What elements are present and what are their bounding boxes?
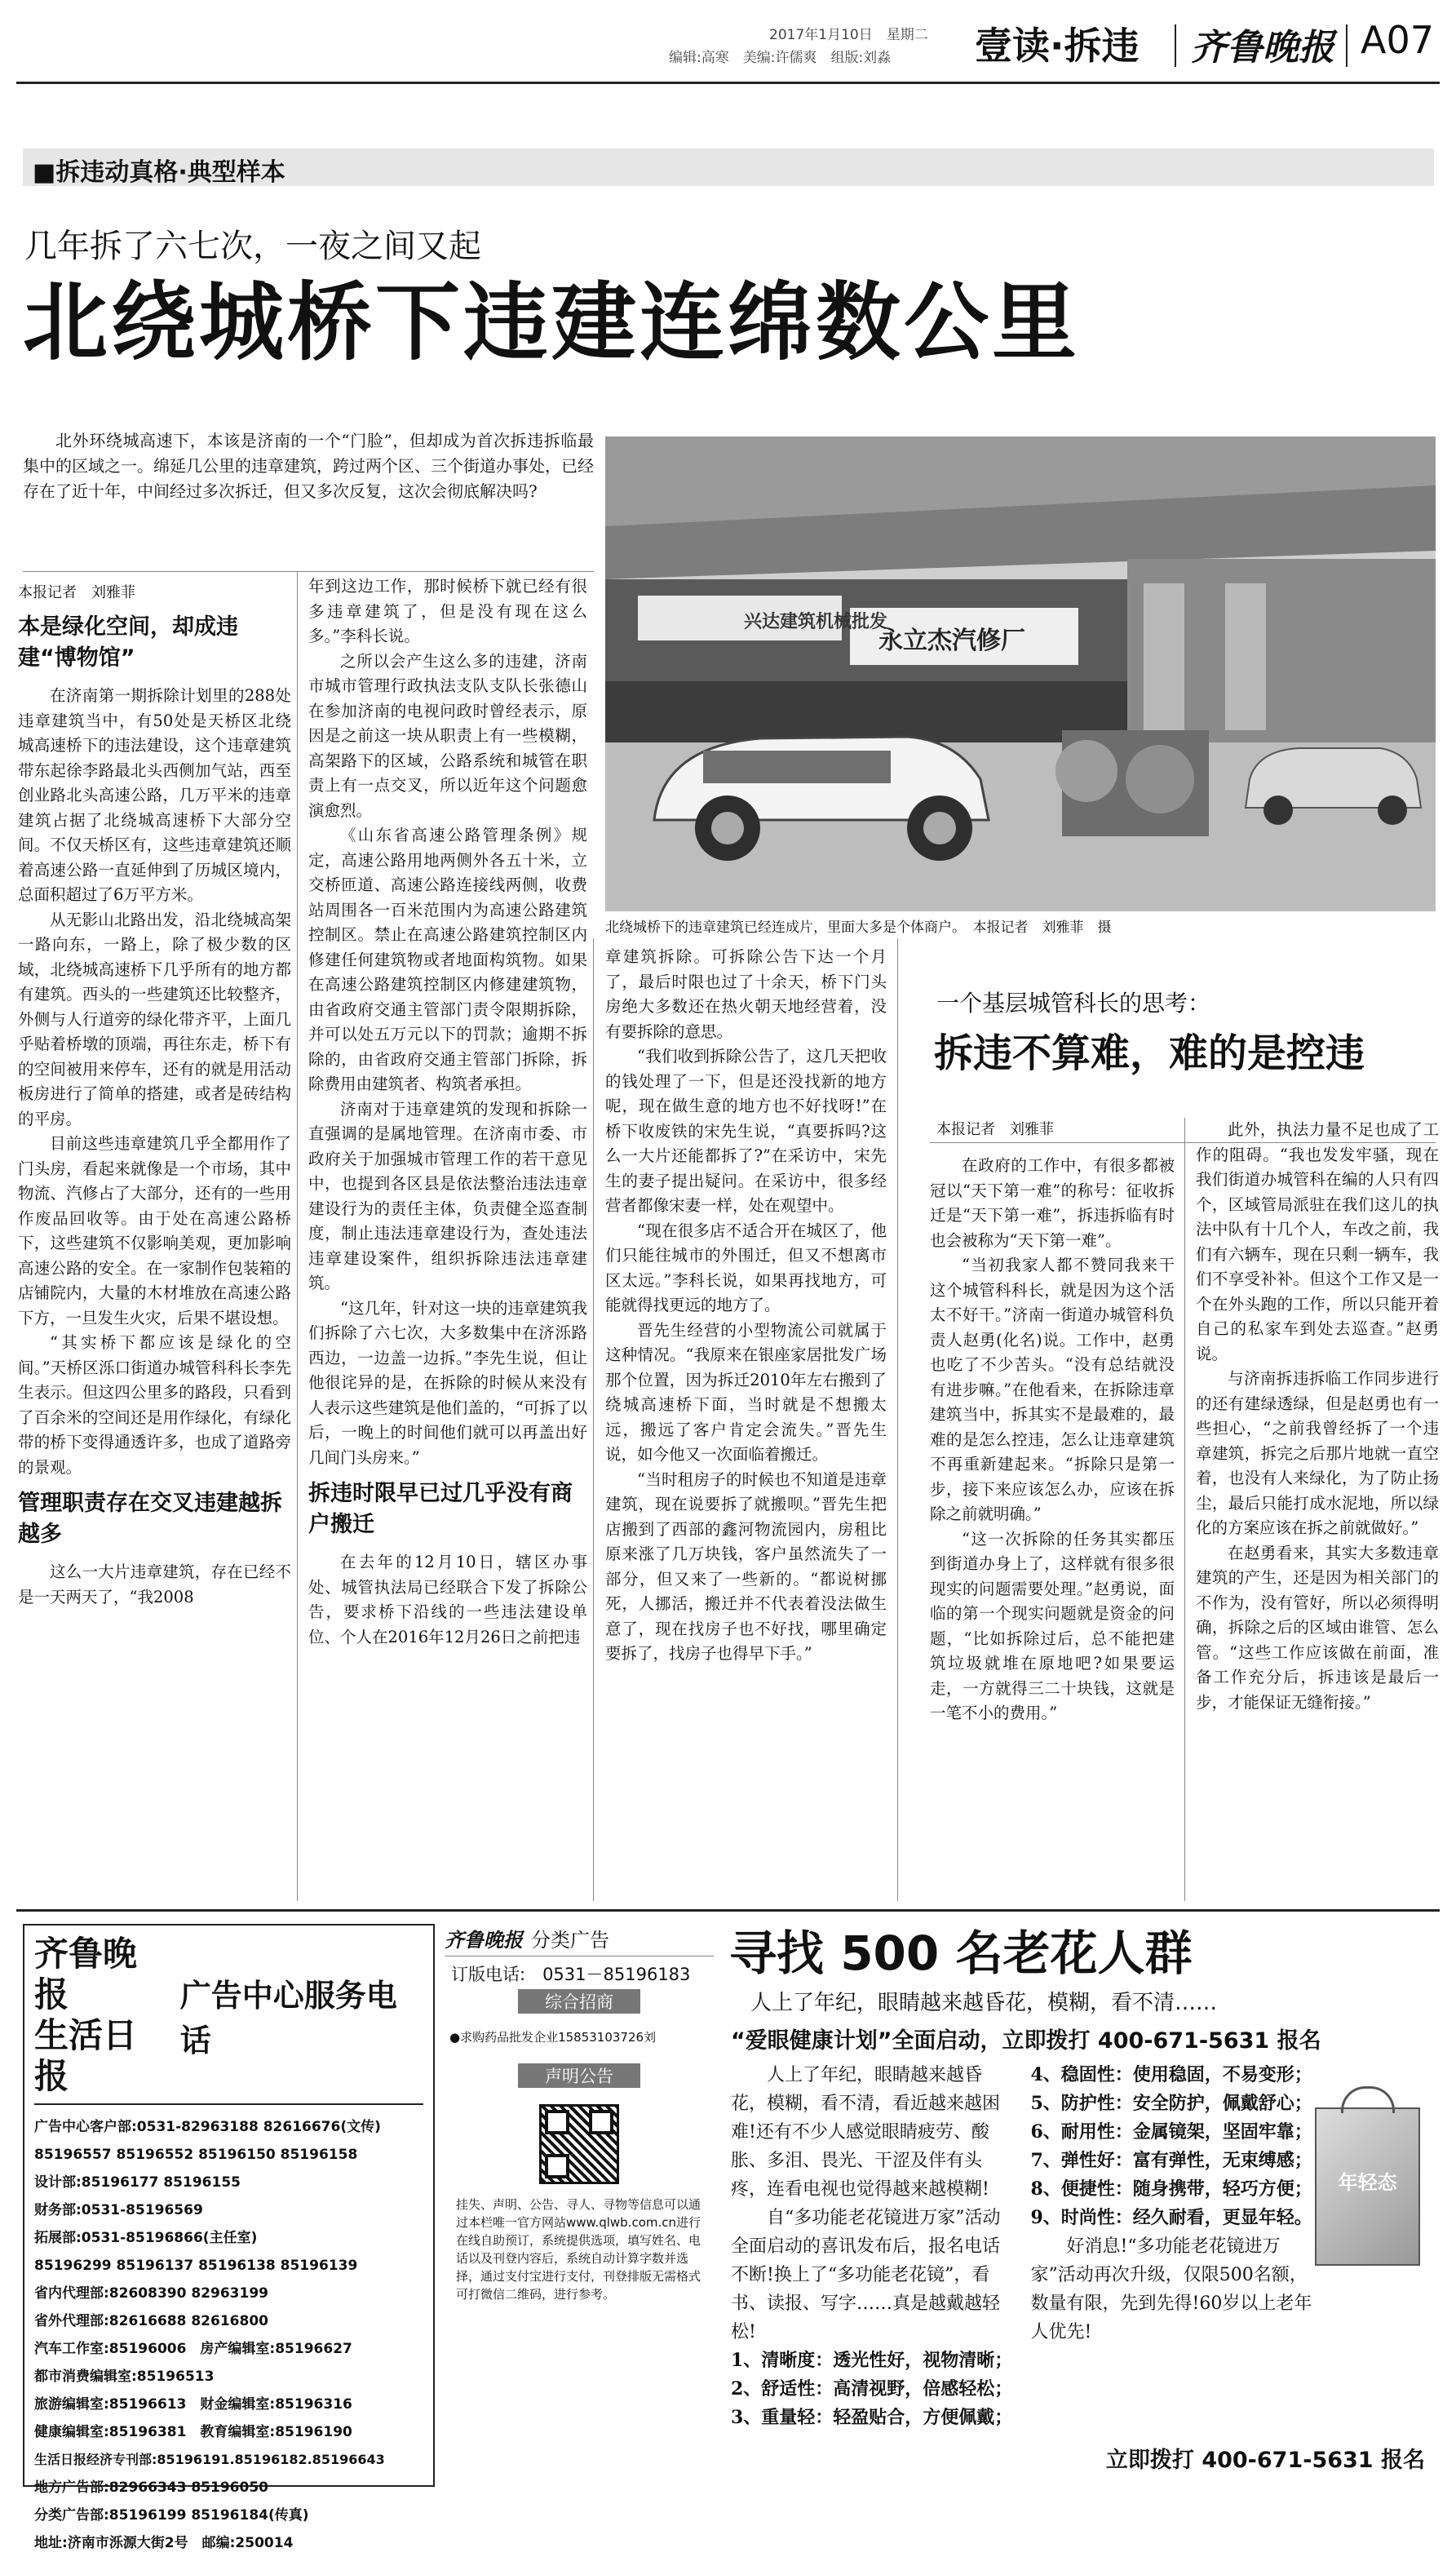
ad-line-7: 省内代理部:82608390 82963199 [34,2285,268,2302]
sideB-para-2: 与济南拆违拆临工作同步进行的还有建绿透绿，但是赵勇也有一些担心，“之前我曾经拆了一个违章建筑，拆完之后那片地就一直空着，也没有人来绿化，为了防止扬尘，最后只能打成水泥地，所以绿化的方案应该在拆之前就做好。” [1196,1369,1439,1537]
col2-para-2: 之所以会产生这么多的违建，济南市城市管理行政执法支队支队长张德山在参加济南的电视问政时曾经表示，原因是之前这一块从职责上有一些模糊，高架路下的区域，公路系统和城管在职责上有一点交叉，所以近年这个问题愈演愈烈。 [308,651,587,820]
header-weekday: 星期二 [886,27,928,43]
col1-para-3: 目前这些违章建筑几乎全都用作了门头房，看起来就像是一个市场，其中物流、汽修占了大部分，还有的一些用作废品回收等。由于处在高速公路桥下，这些建筑不仅影响美观，更加影响高速公路的安全。在一家制作包装箱的店铺院内，大量的木材堆放在高速公路下方，一旦发生火灾，后果不堪设想。 [18,1134,291,1327]
ad-line-5: 拓展部:0531-85196866(主任室) [34,2230,258,2246]
header-brand: 齐鲁晚报 [1191,27,1334,69]
side-column-divider [1184,1118,1185,1901]
ad-line-14: 地方广告部:82966343 85196050 [34,2479,268,2496]
ad-line-6: 85196299 85196137 85196138 85196139 [34,2258,358,2274]
photo-sign-1: 兴达建筑机械批发 [744,612,888,632]
col1-para-2: 从无影山北路出发，沿北绕城高架一路向东，一路上，除了极少数的区域，北绕城高速桥下几乎所有的地方都有建筑。西头的一些建筑还比较整齐，外侧与人行道旁的绿化带齐平，上面几乎贴着桥墩的顶端，再往东走，桥下有的空间被用来停车，还有的就是用活动板房进行了简单的搭建，或者是砖结构的平房。 [18,910,291,1128]
header-section: 壹读·拆违 [975,24,1140,68]
main-photo [605,437,1436,911]
header-divider-2 [1346,24,1348,67]
glasses-features: 1、清晰度：透光性好，视物清晰；2、舒适性：高清视野，倍感轻松；3、重量轻：轻盈贴合，方便佩戴；4、稳固性：使用稳固，不易变形；5、防护性：安全防护，佩戴舒心；6、耐用性：金属镜架，坚固牢靠；7、弹性好：富有弹性，无束缚感；8、便捷性：随身携带，轻巧方便；9、时尚性：经久耐看，更显年轻。 [731,2064,1312,2428]
ads-top-rule [16,1909,1440,1912]
col1-para-5: 这么一大片违章建筑，存在已经不是一天两天了，“我2008 [18,1562,291,1606]
side-column-b [1196,1118,1439,1715]
subhead-3: 拆违时限早已过几乎没有商户搬迁 [308,1481,573,1537]
ad-line-12: 健康编辑室:85196381 教育编辑室:85196190 [34,2424,352,2440]
col3-para-4: 晋先生经营的小型物流公司就属于这种情况。“我原来在银座家居批发广场那个位置，因为拆迁2010年左右搬到了绕城高速桥下面，当时就是不想搬太远，搬远了客户肯定会流失。”晋先生说，如今他又一次面临着搬迁。 [605,1320,887,1464]
ad-service-phones [23,1924,435,2551]
lead-text: 北外环绕城高速下，本该是济南的一个“门脸”，但却成为首次拆违拆临最集中的区域之一。绵延几公里的违章建筑，跨过两个区、三个街道办事处，已经存在了近十年，中间经过多次拆迁，但又多次反复，这次会彻底解决吗? [23,431,594,501]
qr-code [539,2104,619,2184]
classified-notice: 挂失、声明、公告、寻人、寻物等信息可以通过本栏唯一官方网站www.qlwb.com.cn进行在线自助预订，系统提供选项，填写姓名、电话以及刊登内容后，系统自动计算字数并选择，通过支付宝进行支付，刊登排版无需格式可打微信二维码，进行参考。 [456,2197,701,2302]
col2-para-6: 在去年的12月10日，辖区办事处、城管执法局已经联合下发了拆除公告，要求桥下沿线的一些违法建设单位、个人在2016年12月26日之前把违 [308,1553,587,1646]
glasses-body-2: 自“多功能老花镜进万家”活动全面启动的喜讯发布后，报名电话不断!换上了“多功能老花镜”，看书、读报、写字……真是越戴越轻松! [731,2208,1001,2342]
ad-title-qlwb: 齐鲁晚报 [34,1934,138,2014]
ad-line-16: 地址:济南市泺源大街2号 邮编:250014 [34,2535,294,2551]
side-column-a [930,1154,1175,1726]
col2-para-4: 济南对于违章建筑的发现和拆除一直强调的是属地管理。在济南市委、市政府关于加强城市管理工作的若干意见中，也提到各区县是依法整治违法违章建设行为的责任主体，负责健全巡查制度，制止违法违章建设行为，查处违法违章建设案件，组织拆除违法违章建筑。 [308,1099,587,1292]
side-kicker: 一个基层城管科长的思考： [936,990,1211,1017]
classified-item-1: ●求购药品批发企业15853103726刘 [449,2030,657,2045]
gift-box-label: 年轻态 [1338,2171,1397,2194]
column-divider-3 [897,938,898,1901]
col2-para-3: 《山东省高速公路管理条例》规定，高速公路用地两侧外各五十米，立交桥匝道、高速公路连接线两侧，收费站周围各一百米范围内为高速公路建筑控制区。禁止在高速公路建筑控制区内修建任何建筑物或者地面构筑物。如果在高速公路建筑控制区内修建建筑物，由省政府交通主管部门责令限期拆除，并可以处五万元以下的罚款；逾期不拆除的，由省政府交通主管部门拆除，拆除费用由建筑者、构筑者承担。 [308,826,587,1093]
sideA-para-2: “当初我家人都不赞同我来干这个城管科科长，就是因为这个活太不好干。”济南一街道办城管科负责人赵勇(化名)说。工作中，赵勇也吃了不少苦头。“没有总结就没有进步嘛。”在他看来，在拆除违章建筑当中，拆其实不是最难的，最难的是怎么控违，怎么让违章建筑不再重新建起来。“拆除只是第一步，接下来应该怎么办，应该在拆除之前就明确。” [930,1256,1175,1523]
glasses-body-1: 人上了年纪，眼睛越来越昏花，模糊，看不清，看近越来越困难!还有不少人感觉眼睛疲劳、酸胀、多泪、畏光、干涩及伴有头疼，连看电视也觉得越来越模糊! [731,2065,1001,2200]
main-column-1 [18,581,291,1610]
col3-para-3: “现在很多店不适合开在城区了，他们只能往城市的外围迁，但又不想离市区太远。”李科长说，如果再找地方，可能就得找更远的地方了。 [605,1221,887,1314]
classified-cat-1: 综合招商 [518,1989,640,2014]
ad-line-10: 都市消费编辑室:85196513 [34,2369,215,2385]
ad-line-4: 财务部:0531-85196569 [34,2202,203,2218]
ad-line-3: 设计部:85196177 85196155 [34,2174,241,2191]
sideB-para-3: 在赵勇看来，其实大多数违章建筑的产生，还是因为相关部门的不作为，没有管好，所以必须得明确，拆除之后的区域由谁管、怎么管。“这些工作应该做在前面，准备工作充分后，拆违该是最后一步，才能保证无缝衔接。” [1196,1543,1439,1712]
col1-para-1: 在济南第一期拆除计划里的288处违章建筑当中，有50处是天桥区北绕城高速桥下的违法建设，这个违章建筑带东起徐李路最北头西侧加气站，西至创业路北头高速公路，几万平米的违章建筑占据了北绕城高速桥下大部分空间。不仅天桥区有，这些违章建筑还顺着高速公路一直延伸到了历城区境内，总面积超过了6万平方米。 [18,686,291,904]
glasses-cta-line [1106,2442,1425,2474]
photo-sign-2: 永立杰汽修厂 [878,627,1025,655]
ad-line-9: 汽车工作室:85196006 房产编辑室:85196627 [34,2341,352,2357]
street-photo-illustration [605,437,1436,911]
sideA-para-1: 在政府的工作中，有很多都被冠以“天下第一难”的称号：征收拆迁是“天下第一难”，拆违拆临有时也会被称为“天下第一难”。 [930,1156,1175,1250]
gift-box-image [1315,2107,1420,2266]
glasses-cta: 立即拨打 [1105,2448,1194,2473]
glasses-hotline-bottom: 400-671-5631 [1202,2448,1374,2473]
classified-cat-2: 声明公告 [518,2063,640,2088]
col3-para-1: 章建筑拆除。可拆除公告下达一个月了，最后时限也过了十余天，桥下门头房绝大多数还在热火朝天地经营着，没有要拆除的意思。 [605,947,887,1041]
glasses-signup-bottom: 报名 [1381,2448,1425,2473]
glasses-subtitle: 人上了年纪，眼睛越来越昏花，模糊，看不清…… [750,1991,1218,2015]
glasses-good-news: 好消息!“多功能老花镜进万家”活动再次升级，仅限500名额，数量有限，先到先得!60岁以上老年人优先! [1030,2236,1312,2342]
ad-line-8: 省外代理部:82616688 82616800 [34,2313,268,2329]
header-editors: 编辑:高寒 美编:许儒爽 组版:刘淼 [669,50,892,66]
side-byline: 本报记者 刘雅菲 [936,1121,1054,1138]
classified-brand: 齐鲁晚报 [445,1928,523,1952]
column-divider-2 [593,938,594,1901]
ad-title-shrb: 生活日报 [34,2015,138,2096]
main-kicker: 几年拆了六七次，一夜之间又起 [24,228,481,265]
ad-title-service: 广告中心服务电话 [179,1978,397,2058]
classified-label: 分类广告 [531,1929,609,1952]
ad-line-15: 分类广告部:85196199 85196184(传真) [34,2507,309,2524]
glasses-title: 寻找 500 名老花人群 [729,1926,1193,1981]
ad-line-11: 旅游编辑室:85196613 财金编辑室:85196316 [34,2396,352,2413]
ad-title-block [34,1934,423,2105]
col3-para-2: “我们收到拆除公告了，这几天把收的钱处理了一下，但是还没找新的地方呢，现在做生意的地方也不好找呀!”在桥下收废铁的宋先生说，“真要拆吗?这么一大片还能都拆了?”在采访中，宋先生的妻子提出疑问。在采访中，很多经营者都像宋妻一样，处在观望中。 [605,1047,887,1215]
ad-reading-glasses [726,1924,1440,2487]
col3-para-5: “当时租房子的时候也不知道是违章建筑，现在说要拆了就搬呗。”晋先生把店搬到了西部的鑫河物流园内，房租比原来涨了几万块钱，客户虽然流失了一部分，但又来了一些新的。“都说树挪死，人挪活，搬迁并不代表着没法做生意了，现在找房子也不好找，哪里确定要拆了，找房子也得早下手。” [605,1469,887,1663]
ad-line-1: 广告中心客户部:0531-82963188 82616676(文传) [34,2119,381,2135]
subhead-1: 本是绿化空间，却成违建“博物馆” [18,614,238,671]
col2-para-5: “这几年，针对这一块的违章建筑我们拆除了六七次，大多数集中在济泺路西边，一边盖一边拆。”李先生说，但让他很诧异的是，在拆除的时候从来没有人表示这些建筑是他们盖的，“可拆了以后，一晚上的时间他们就可以再盖出好几间门头房来。” [308,1298,587,1467]
glasses-plan-line [731,2023,1440,2054]
side-headline: 拆违不算难，难的是控违 [934,1030,1365,1076]
header-date: 2017年1月10日 [769,27,873,43]
ad-line-2: 85196557 85196552 85196150 85196158 [34,2147,358,2163]
sideA-para-3: “这一次拆除的任务其实都压到街道办身上了，这样就有很多很现实的问题需要处理。”赵勇说，面临的第一个现实问题就是资金的问题，“比如拆除过后，总不能把建筑垃圾就堆在原地吧?如果要运走，一方就得三二十块钱，这就是一笔不小的费用。” [930,1529,1175,1722]
main-byline: 本报记者 刘雅菲 [18,584,135,601]
byline-rule [23,571,594,572]
ad-line-13: 生活日报经济专刊部:85196191.85196182.85196643 [34,2452,385,2467]
ad-classified [445,1924,714,2487]
series-tag [23,148,1434,186]
photo-caption: 北绕城桥下的违章建筑已经连成片，里面大多是个体商户。 本报记者 刘雅菲 摄 [605,920,1112,936]
column-divider-1 [297,571,298,1901]
main-column-2 [308,574,587,1650]
glasses-signup-top: 报名 [1277,2028,1321,2054]
subhead-2: 管理职责存在交叉违建越拆越多 [18,1491,282,1547]
glasses-plan: “爱眼健康计划”全面启动，立即拨打 [731,2028,1091,2054]
col2-para-1: 年到这边工作，那时候桥下就已经有很多违章建筑了，但是没有现在这么多。”李科长说。 [308,577,587,645]
header-date-line [769,23,928,43]
col1-para-4: “其实桥下都应该是绿化的空间。”天桥区泺口街道办城管科科长李先生表示。但这四公里多的路段，只看到了百余米的空间还是用作绿化，有绿化带的桥下变得通透许多，也成了道路旁的景观。 [18,1333,291,1477]
header-divider-1 [1175,24,1176,67]
main-headline: 北绕城桥下违建连绵数公里 [23,273,1081,372]
series-tag-text: ■拆违动真格·典型样本 [33,158,285,187]
sideB-para-1: 此外，执法力量不足也成了工作的阻碍。“我也发发牢骚，现在我们街道办城管科在编的人只有四个，区域管局派驻在我们这儿的执法中队有十几个人，车改之前，我们有六辆车，现在只剩一辆车，我们不享受补补。但这个工作又是一个在外头跑的工作，所以只能开着自己的私家车到处去巡查。”赵勇说。 [1196,1120,1439,1363]
classified-header [445,1924,714,1957]
header-rule [16,82,1440,84]
glasses-hotline-top: 400-671-5631 [1097,2028,1270,2054]
main-column-3 [605,945,887,1667]
classified-phone: 订版电话: 0531－85196183 [451,1965,691,1984]
header-page-number: A07 [1361,18,1435,62]
main-lead [23,428,594,504]
